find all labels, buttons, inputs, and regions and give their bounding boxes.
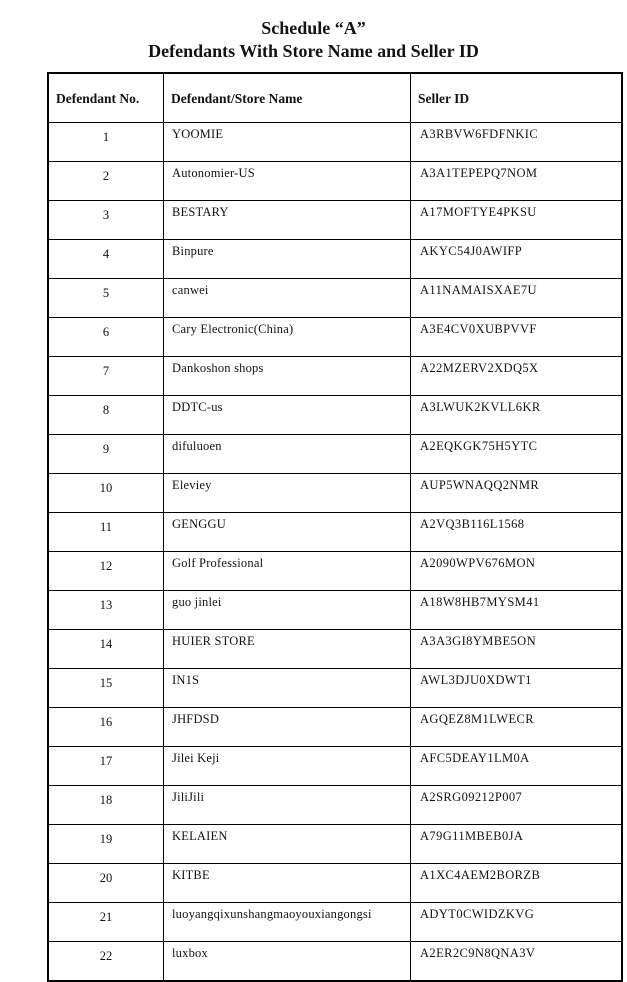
table-body — [48, 123, 622, 982]
store-name-cell: Cary Electronic(China) — [164, 318, 411, 357]
seller-id-cell: A17MOFTYE4PKSU — [411, 201, 623, 240]
table-row — [48, 591, 622, 630]
defendant-no-cell: 5 — [48, 279, 164, 318]
store-name-cell: KELAIEN — [164, 825, 411, 864]
seller-id-cell: A3A1TEPEPQ7NOM — [411, 162, 623, 201]
table-row — [48, 201, 622, 240]
seller-id-cell: A11NAMAISXAE7U — [411, 279, 623, 318]
defendant-no-cell: 6 — [48, 318, 164, 357]
table-row — [48, 123, 622, 162]
table-row — [48, 903, 622, 942]
store-name-cell: Binpure — [164, 240, 411, 279]
defendant-no-cell: 2 — [48, 162, 164, 201]
defendant-no-cell: 18 — [48, 786, 164, 825]
table-row — [48, 318, 622, 357]
table-row — [48, 240, 622, 279]
defendant-no-cell: 21 — [48, 903, 164, 942]
store-name-cell: Eleviey — [164, 474, 411, 513]
store-name-cell: YOOMIE — [164, 123, 411, 162]
title-line-2: Defendants With Store Name and Seller ID — [148, 41, 479, 61]
defendant-no-cell: 4 — [48, 240, 164, 279]
defendant-no-cell: 11 — [48, 513, 164, 552]
table-row — [48, 435, 622, 474]
seller-id-cell: A2090WPV676MON — [411, 552, 623, 591]
seller-id-cell: A3A3GI8YMBE5ON — [411, 630, 623, 669]
defendant-no-cell: 15 — [48, 669, 164, 708]
store-name-cell: guo jinlei — [164, 591, 411, 630]
store-name-cell: JHFDSD — [164, 708, 411, 747]
table-row — [48, 162, 622, 201]
store-name-cell: IN1S — [164, 669, 411, 708]
table-row — [48, 357, 622, 396]
store-name-cell: Autonomier-US — [164, 162, 411, 201]
seller-id-cell: A79G11MBEB0JA — [411, 825, 623, 864]
table-row — [48, 552, 622, 591]
store-name-cell: luxbox — [164, 942, 411, 982]
defendant-no-cell: 7 — [48, 357, 164, 396]
seller-id-cell: A2SRG09212P007 — [411, 786, 623, 825]
seller-id-cell: A2ER2C9N8QNA3V — [411, 942, 623, 982]
title-line-1: Schedule “A” — [261, 18, 366, 38]
seller-id-cell: AKYC54J0AWIFP — [411, 240, 623, 279]
seller-id-cell: A3RBVW6FDFNKIC — [411, 123, 623, 162]
seller-id-cell: A2EQKGK75H5YTC — [411, 435, 623, 474]
seller-id-cell: AUP5WNAQQ2NMR — [411, 474, 623, 513]
defendant-no-cell: 1 — [48, 123, 164, 162]
defendant-no-cell: 10 — [48, 474, 164, 513]
defendant-no-cell: 22 — [48, 942, 164, 982]
store-name-cell: Dankoshon shops — [164, 357, 411, 396]
table-header — [48, 73, 622, 123]
table-row — [48, 786, 622, 825]
seller-id-cell: AFC5DEAY1LM0A — [411, 747, 623, 786]
store-name-cell: DDTC-us — [164, 396, 411, 435]
seller-id-cell: ADYT0CWIDZKVG — [411, 903, 623, 942]
store-name-cell: GENGGU — [164, 513, 411, 552]
page-title — [0, 17, 627, 63]
table-row — [48, 747, 622, 786]
seller-id-cell: A3LWUK2KVLL6KR — [411, 396, 623, 435]
seller-id-cell: AWL3DJU0XDWT1 — [411, 669, 623, 708]
store-name-cell: HUIER STORE — [164, 630, 411, 669]
defendant-no-cell: 9 — [48, 435, 164, 474]
header-defendant-no: Defendant No. — [48, 73, 164, 123]
defendant-no-cell: 20 — [48, 864, 164, 903]
defendant-no-cell: 13 — [48, 591, 164, 630]
defendants-table — [47, 72, 623, 982]
defendant-no-cell: 8 — [48, 396, 164, 435]
table-row — [48, 825, 622, 864]
seller-id-cell: A22MZERV2XDQ5X — [411, 357, 623, 396]
header-row — [48, 73, 622, 123]
defendant-no-cell: 14 — [48, 630, 164, 669]
defendant-no-cell: 16 — [48, 708, 164, 747]
header-seller-id: Seller ID — [411, 73, 623, 123]
seller-id-cell: A1XC4AEM2BORZB — [411, 864, 623, 903]
seller-id-cell: A3E4CV0XUBPVVF — [411, 318, 623, 357]
table-row — [48, 864, 622, 903]
table-row — [48, 279, 622, 318]
defendant-no-cell: 17 — [48, 747, 164, 786]
store-name-cell: canwei — [164, 279, 411, 318]
table-row — [48, 396, 622, 435]
table-row — [48, 708, 622, 747]
store-name-cell: JiliJili — [164, 786, 411, 825]
defendant-no-cell: 12 — [48, 552, 164, 591]
store-name-cell: KITBE — [164, 864, 411, 903]
table-row — [48, 630, 622, 669]
seller-id-cell: AGQEZ8M1LWECR — [411, 708, 623, 747]
store-name-cell: Jilei Keji — [164, 747, 411, 786]
table-row — [48, 942, 622, 982]
store-name-cell: BESTARY — [164, 201, 411, 240]
table-row — [48, 474, 622, 513]
seller-id-cell: A2VQ3B116L1568 — [411, 513, 623, 552]
seller-id-cell: A18W8HB7MYSM41 — [411, 591, 623, 630]
table-row — [48, 669, 622, 708]
defendant-no-cell: 19 — [48, 825, 164, 864]
defendant-no-cell: 3 — [48, 201, 164, 240]
table-row — [48, 513, 622, 552]
store-name-cell: luoyangqixunshangmaoyouxiangongsi — [164, 903, 411, 942]
header-store-name: Defendant/Store Name — [164, 73, 411, 123]
store-name-cell: Golf Professional — [164, 552, 411, 591]
store-name-cell: difuluoen — [164, 435, 411, 474]
